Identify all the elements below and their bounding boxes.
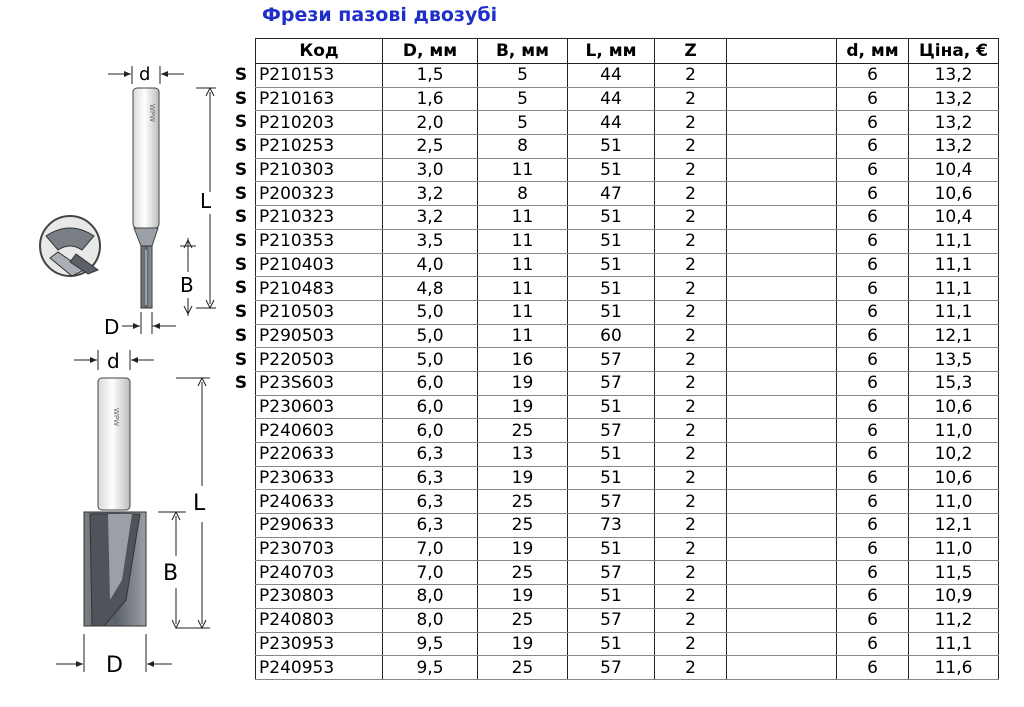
- table-row: [256, 656, 999, 680]
- cell-D: 8,0: [383, 608, 478, 632]
- cell-d: 6: [837, 632, 909, 656]
- cell-D: 3,2: [383, 206, 478, 230]
- stock-marker: [228, 562, 254, 586]
- cell-blank: [727, 490, 837, 514]
- cell-B: 11: [478, 324, 568, 348]
- cell-D: 6,3: [383, 514, 478, 538]
- cell-B: 11: [478, 277, 568, 301]
- cell-price: 10,4: [909, 206, 999, 230]
- cell-L: 73: [568, 514, 655, 538]
- table-header-row: [256, 39, 999, 64]
- stock-marker: S: [234, 302, 248, 323]
- cell-blank: [727, 395, 837, 419]
- cell-L: 51: [568, 632, 655, 656]
- cell-price: 10,6: [909, 466, 999, 490]
- table-row: [256, 585, 999, 609]
- cell-blank: [727, 537, 837, 561]
- table-row: [256, 371, 999, 395]
- cell-price: 11,1: [909, 277, 999, 301]
- stock-marker: [228, 657, 254, 681]
- top-B-label: B: [180, 273, 194, 297]
- stock-marker: S: [234, 159, 248, 180]
- cell-d: 6: [837, 585, 909, 609]
- cell-code: P230803: [256, 585, 383, 609]
- cell-L: 51: [568, 585, 655, 609]
- stock-marker: S: [234, 373, 248, 394]
- cell-D: 1,6: [383, 87, 478, 111]
- cell-d: 6: [837, 348, 909, 372]
- svg-text:WPW: WPW: [148, 104, 156, 123]
- cell-blank: [727, 585, 837, 609]
- cell-B: 5: [478, 64, 568, 88]
- cell-Z: 2: [655, 490, 727, 514]
- table-row: [256, 490, 999, 514]
- cell-B: 19: [478, 585, 568, 609]
- cell-D: 4,0: [383, 253, 478, 277]
- cell-d: 6: [837, 561, 909, 585]
- cell-D: 6,3: [383, 466, 478, 490]
- cell-code: P23S603: [256, 371, 383, 395]
- cell-D: 2,0: [383, 111, 478, 135]
- cell-code: P240603: [256, 419, 383, 443]
- table-row: [256, 324, 999, 348]
- cell-Z: 2: [655, 158, 727, 182]
- stock-marker: S: [234, 65, 248, 85]
- cell-Z: 2: [655, 324, 727, 348]
- stock-marker: S: [234, 112, 248, 133]
- cell-L: 57: [568, 419, 655, 443]
- cell-L: 51: [568, 466, 655, 490]
- cell-D: 9,5: [383, 656, 478, 680]
- cell-B: 11: [478, 300, 568, 324]
- cell-D: 5,0: [383, 300, 478, 324]
- cell-d: 6: [837, 300, 909, 324]
- cell-price: 11,1: [909, 300, 999, 324]
- cell-B: 11: [478, 229, 568, 253]
- cell-code: P220633: [256, 443, 383, 467]
- stock-marker: [228, 610, 254, 634]
- table-row: [256, 253, 999, 277]
- header-code: Код: [256, 39, 383, 64]
- cell-price: 11,6: [909, 656, 999, 680]
- cell-price: 11,0: [909, 419, 999, 443]
- cell-d: 6: [837, 514, 909, 538]
- cell-code: P240703: [256, 561, 383, 585]
- cell-blank: [727, 277, 837, 301]
- cell-L: 51: [568, 395, 655, 419]
- bottom-B-label: B: [163, 561, 179, 586]
- cell-D: 3,5: [383, 229, 478, 253]
- cell-code: P230953: [256, 632, 383, 656]
- cell-D: 5,0: [383, 324, 478, 348]
- cell-D: 3,2: [383, 182, 478, 206]
- cell-blank: [727, 229, 837, 253]
- cell-B: 19: [478, 371, 568, 395]
- table-row: [256, 608, 999, 632]
- cell-blank: [727, 443, 837, 467]
- cell-Z: 2: [655, 443, 727, 467]
- cell-D: 2,5: [383, 135, 478, 159]
- cell-price: 13,5: [909, 348, 999, 372]
- cell-D: 5,0: [383, 348, 478, 372]
- cell-price: 12,1: [909, 324, 999, 348]
- cell-code: P210483: [256, 277, 383, 301]
- cell-price: 11,5: [909, 561, 999, 585]
- cell-B: 13: [478, 443, 568, 467]
- stock-marker: S: [234, 254, 248, 275]
- cell-blank: [727, 324, 837, 348]
- cell-Z: 2: [655, 466, 727, 490]
- cell-B: 16: [478, 348, 568, 372]
- cell-price: 11,1: [909, 229, 999, 253]
- stock-marker: S: [234, 136, 248, 157]
- table-row: [256, 158, 999, 182]
- product-table: [255, 38, 999, 680]
- cell-d: 6: [837, 277, 909, 301]
- cell-L: 57: [568, 348, 655, 372]
- cell-L: 51: [568, 229, 655, 253]
- stock-marker: S: [234, 231, 248, 252]
- cell-L: 44: [568, 111, 655, 135]
- cell-Z: 2: [655, 277, 727, 301]
- cell-d: 6: [837, 87, 909, 111]
- cell-B: 25: [478, 656, 568, 680]
- table-row: [256, 135, 999, 159]
- cell-D: 6,3: [383, 490, 478, 514]
- cell-blank: [727, 608, 837, 632]
- header-price: Ціна, €: [909, 39, 999, 64]
- cell-Z: 2: [655, 395, 727, 419]
- cell-code: P210503: [256, 300, 383, 324]
- table-row: [256, 419, 999, 443]
- cell-price: 10,9: [909, 585, 999, 609]
- cell-price: 13,2: [909, 64, 999, 88]
- table-row: [256, 632, 999, 656]
- stock-marker: [228, 586, 254, 610]
- cell-d: 6: [837, 608, 909, 632]
- top-d-label: d: [139, 64, 151, 85]
- cell-Z: 2: [655, 371, 727, 395]
- cell-code: P200323: [256, 182, 383, 206]
- cell-blank: [727, 64, 837, 88]
- cell-code: P210303: [256, 158, 383, 182]
- cell-B: 19: [478, 466, 568, 490]
- cell-code: P240953: [256, 656, 383, 680]
- cell-blank: [727, 514, 837, 538]
- table-row: [256, 206, 999, 230]
- cell-B: 25: [478, 419, 568, 443]
- cell-Z: 2: [655, 87, 727, 111]
- cell-B: 25: [478, 561, 568, 585]
- cell-code: P230603: [256, 395, 383, 419]
- cell-code: P240633: [256, 490, 383, 514]
- table-row: [256, 111, 999, 135]
- cell-d: 6: [837, 253, 909, 277]
- stock-marker: [228, 420, 254, 444]
- table-row: [256, 64, 999, 88]
- stock-marker: [228, 396, 254, 420]
- cell-D: 7,0: [383, 537, 478, 561]
- cell-L: 47: [568, 182, 655, 206]
- cutter-end-view: [40, 216, 100, 276]
- cell-price: 10,6: [909, 395, 999, 419]
- header-D: D, мм: [383, 39, 478, 64]
- top-D-label: D: [104, 315, 120, 339]
- stock-marker: S: [234, 325, 248, 346]
- table-row: [256, 466, 999, 490]
- table-row: [256, 443, 999, 467]
- stock-marker: [228, 633, 254, 657]
- cell-price: 11,0: [909, 537, 999, 561]
- cell-d: 6: [837, 64, 909, 88]
- cell-L: 60: [568, 324, 655, 348]
- cell-code: P290633: [256, 514, 383, 538]
- cell-d: 6: [837, 182, 909, 206]
- cell-blank: [727, 656, 837, 680]
- cell-B: 19: [478, 537, 568, 561]
- cell-d: 6: [837, 324, 909, 348]
- cell-B: 8: [478, 135, 568, 159]
- cell-blank: [727, 206, 837, 230]
- cell-L: 51: [568, 253, 655, 277]
- cell-d: 6: [837, 537, 909, 561]
- cell-price: 11,1: [909, 632, 999, 656]
- cell-price: 11,1: [909, 253, 999, 277]
- cell-B: 5: [478, 111, 568, 135]
- router-bit-drawing: [0, 0, 228, 707]
- table-row: [256, 87, 999, 111]
- top-L-label: L: [200, 189, 212, 213]
- cell-code: P210353: [256, 229, 383, 253]
- stock-marker: [228, 491, 254, 515]
- cell-blank: [727, 466, 837, 490]
- cell-Z: 2: [655, 206, 727, 230]
- cell-Z: 2: [655, 135, 727, 159]
- cell-blank: [727, 371, 837, 395]
- stock-marker: [228, 538, 254, 562]
- header-Z: Z: [655, 39, 727, 64]
- cell-code: P220503: [256, 348, 383, 372]
- bottom-D-label: D: [106, 653, 123, 678]
- bottom-d-label: d: [107, 349, 120, 373]
- cell-d: 6: [837, 466, 909, 490]
- stock-marker: S: [234, 278, 248, 299]
- cell-code: P230703: [256, 537, 383, 561]
- cell-B: 11: [478, 158, 568, 182]
- cell-L: 51: [568, 158, 655, 182]
- cell-code: P210403: [256, 253, 383, 277]
- stock-marker: S: [234, 183, 248, 204]
- cell-B: 11: [478, 253, 568, 277]
- cell-B: 19: [478, 632, 568, 656]
- cell-d: 6: [837, 206, 909, 230]
- stock-marker: [228, 467, 254, 491]
- header-L: L, мм: [568, 39, 655, 64]
- cell-D: 3,0: [383, 158, 478, 182]
- cell-Z: 2: [655, 608, 727, 632]
- table-row: [256, 229, 999, 253]
- cell-D: 6,3: [383, 443, 478, 467]
- cell-blank: [727, 87, 837, 111]
- cell-L: 57: [568, 371, 655, 395]
- cell-Z: 2: [655, 585, 727, 609]
- cell-d: 6: [837, 158, 909, 182]
- cell-D: 6,0: [383, 395, 478, 419]
- cell-L: 51: [568, 206, 655, 230]
- cell-code: P240803: [256, 608, 383, 632]
- table-row: [256, 348, 999, 372]
- cell-Z: 2: [655, 514, 727, 538]
- cell-Z: 2: [655, 561, 727, 585]
- cell-blank: [727, 158, 837, 182]
- cell-B: 8: [478, 182, 568, 206]
- stock-marker: [228, 444, 254, 468]
- cell-Z: 2: [655, 64, 727, 88]
- cell-L: 51: [568, 443, 655, 467]
- cell-blank: [727, 348, 837, 372]
- cell-D: 9,5: [383, 632, 478, 656]
- cell-L: 51: [568, 277, 655, 301]
- cell-blank: [727, 561, 837, 585]
- cell-code: P210323: [256, 206, 383, 230]
- cell-d: 6: [837, 419, 909, 443]
- header-blank: [727, 39, 837, 64]
- cell-L: 51: [568, 135, 655, 159]
- cell-blank: [727, 253, 837, 277]
- cell-price: 15,3: [909, 371, 999, 395]
- cell-price: 13,2: [909, 111, 999, 135]
- cell-L: 57: [568, 656, 655, 680]
- cell-d: 6: [837, 395, 909, 419]
- page-title: Фрези пазові двозубі: [262, 4, 498, 26]
- cell-code: P210203: [256, 111, 383, 135]
- cell-D: 6,0: [383, 419, 478, 443]
- cell-Z: 2: [655, 537, 727, 561]
- cell-d: 6: [837, 135, 909, 159]
- cell-B: 25: [478, 490, 568, 514]
- cell-L: 57: [568, 561, 655, 585]
- cell-blank: [727, 135, 837, 159]
- cell-price: 10,6: [909, 182, 999, 206]
- cell-price: 10,2: [909, 443, 999, 467]
- cell-d: 6: [837, 656, 909, 680]
- cell-blank: [727, 300, 837, 324]
- cell-price: 13,2: [909, 135, 999, 159]
- cell-D: 8,0: [383, 585, 478, 609]
- cell-D: 1,5: [383, 64, 478, 88]
- cell-B: 25: [478, 514, 568, 538]
- table-row: [256, 182, 999, 206]
- stock-marker-column: [228, 64, 254, 681]
- cell-Z: 2: [655, 111, 727, 135]
- table-row: [256, 514, 999, 538]
- stock-marker: S: [234, 88, 248, 109]
- table-row: [256, 561, 999, 585]
- svg-text:WPW: WPW: [112, 408, 120, 427]
- cell-Z: 2: [655, 229, 727, 253]
- cell-blank: [727, 632, 837, 656]
- cell-B: 5: [478, 87, 568, 111]
- cell-d: 6: [837, 371, 909, 395]
- cell-L: 51: [568, 537, 655, 561]
- cell-L: 51: [568, 300, 655, 324]
- table-row: [256, 277, 999, 301]
- cell-d: 6: [837, 229, 909, 253]
- cell-D: 7,0: [383, 561, 478, 585]
- cell-price: 13,2: [909, 87, 999, 111]
- stock-marker: [228, 515, 254, 539]
- cell-L: 44: [568, 64, 655, 88]
- cell-D: 4,8: [383, 277, 478, 301]
- cell-L: 44: [568, 87, 655, 111]
- stock-marker: S: [234, 349, 248, 370]
- cell-code: P210163: [256, 87, 383, 111]
- cell-Z: 2: [655, 656, 727, 680]
- cell-B: 19: [478, 395, 568, 419]
- cell-B: 11: [478, 206, 568, 230]
- cell-price: 11,0: [909, 490, 999, 514]
- cell-price: 11,2: [909, 608, 999, 632]
- cell-L: 57: [568, 490, 655, 514]
- cell-D: 6,0: [383, 371, 478, 395]
- table-row: [256, 300, 999, 324]
- cell-Z: 2: [655, 632, 727, 656]
- cell-L: 57: [568, 608, 655, 632]
- bottom-L-label: L: [193, 491, 206, 516]
- cell-d: 6: [837, 111, 909, 135]
- cell-code: P210253: [256, 135, 383, 159]
- cell-Z: 2: [655, 300, 727, 324]
- cell-price: 10,4: [909, 158, 999, 182]
- cell-d: 6: [837, 443, 909, 467]
- stock-marker: S: [234, 207, 248, 228]
- cell-price: 12,1: [909, 514, 999, 538]
- cell-blank: [727, 111, 837, 135]
- bottom-bit-drawing: [56, 350, 210, 672]
- cell-Z: 2: [655, 348, 727, 372]
- table-row: [256, 537, 999, 561]
- cell-Z: 2: [655, 253, 727, 277]
- cell-code: P210153: [256, 64, 383, 88]
- cell-code: P230633: [256, 466, 383, 490]
- cell-code: P290503: [256, 324, 383, 348]
- table-row: [256, 395, 999, 419]
- cell-blank: [727, 182, 837, 206]
- cell-Z: 2: [655, 419, 727, 443]
- cell-d: 6: [837, 490, 909, 514]
- cell-blank: [727, 419, 837, 443]
- cell-B: 25: [478, 608, 568, 632]
- header-B: B, мм: [478, 39, 568, 64]
- header-d: d, мм: [837, 39, 909, 64]
- cell-Z: 2: [655, 182, 727, 206]
